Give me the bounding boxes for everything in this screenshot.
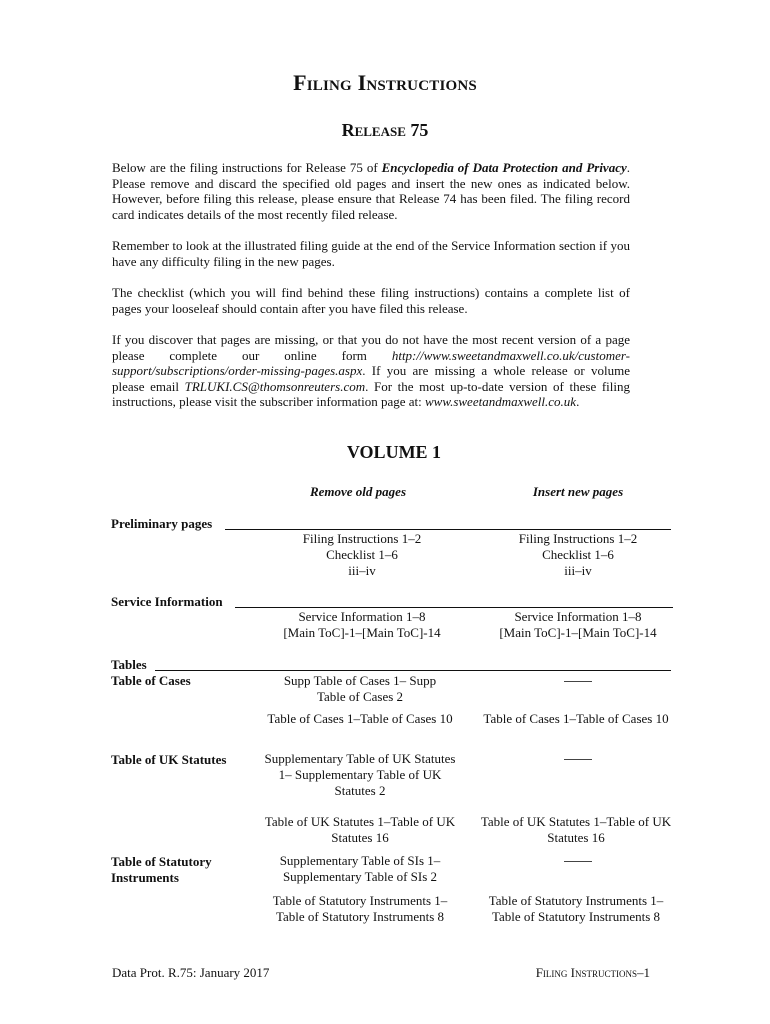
cases-remove-2: Table of Cases 1–Table of Cases 10 [267, 711, 453, 726]
table-of-uk-statutes-label: Table of UK Statutes [111, 752, 227, 767]
si-insert-2: Table of Statutory Instruments 1– Table of Statutory Instruments 8 [488, 893, 664, 924]
section-preliminary-label: Preliminary pages [111, 516, 213, 531]
missing-text-d: . [576, 394, 580, 410]
intro-paragraph [112, 160, 630, 222]
no-replacement-dash [564, 759, 592, 760]
service-remove-1: Service Information 1–8 [298, 609, 426, 624]
release-heading: Release 75 [341, 120, 429, 140]
support-email-link[interactable]: TRLUKI.CS@thomsonreuters.com [184, 378, 366, 394]
cases-insert-2: Table of Cases 1–Table of Cases 10 [483, 711, 669, 726]
missing-text-b: . If you are missing a whole release or volume please email [112, 363, 630, 394]
table-of-statutory-instruments-label: Table of Statutory Instruments [111, 854, 212, 885]
remove-column-header: Remove old pages [309, 484, 407, 499]
preliminary-insert-2: Checklist 1–6 [542, 547, 614, 562]
uk-remove-1: Supplementary Table of UK Statutes 1– Supplementary Table of UK Statutes 2 [264, 751, 456, 798]
order-form-link[interactable]: http://www.sweetandmaxwell.co.uk/customer-support/subscriptions/order-missing-pages.aspx [112, 347, 630, 379]
preliminary-remove-2: Checklist 1–6 [326, 547, 398, 562]
footer-page-number: Filing Instructions–1 [535, 965, 650, 980]
missing-pages-paragraph [112, 332, 630, 410]
section-service-label: Service Information [111, 594, 223, 609]
service-insert-1: Service Information 1–8 [514, 609, 642, 624]
intro-text-b: . Please remove and discard the specified old pages and insert the new ones as indicated below. However, before filing this release, please ensure that Release 74 has been filed. The filing record card indicates details of the most recently filed release. [112, 160, 630, 222]
table-of-cases-label: Table of Cases [111, 673, 191, 688]
insert-column-header: Insert new pages [532, 484, 624, 499]
preliminary-insert-3: iii–iv [564, 563, 592, 578]
section-rule [235, 607, 673, 608]
page-title: Filing Instructions [293, 70, 477, 95]
no-replacement-dash [564, 681, 592, 682]
subscriber-site-link[interactable]: www.sweetandmaxwell.co.uk [425, 394, 577, 410]
volume-heading: VOLUME 1 [346, 442, 442, 462]
work-title: Encyclopedia of Data Protection and Privacy [381, 160, 627, 175]
uk-insert-2: Table of UK Statutes 1–Table of UK Statutes 16 [480, 814, 672, 845]
checklist-paragraph: The checklist (which you will find behind these filing instructions) contains a complete list of pages your looseleaf should contain after you have filed this release. [112, 285, 630, 316]
cases-remove-1: Supp Table of Cases 1– Supp Table of Cases 2 [283, 673, 437, 704]
missing-text-c: . For the most up-to-date version of these filing instructions, please visit the subscriber information page at: [112, 378, 631, 410]
section-tables-label: Tables [111, 657, 147, 672]
service-remove-2: [Main ToC]-1–[Main ToC]-14 [283, 625, 441, 640]
preliminary-remove-1: Filing Instructions 1–2 [302, 531, 422, 546]
guide-paragraph: Remember to look at the illustrated filing guide at the end of the Service Information section if you have any difficulty filing in the new pages. [112, 238, 630, 269]
footer-release-date: Data Prot. R.75: January 2017 [112, 965, 270, 980]
si-remove-1: Supplementary Table of SIs 1– Supplementary Table of SIs 2 [279, 853, 441, 884]
preliminary-insert-1: Filing Instructions 1–2 [518, 531, 638, 546]
missing-text-a: If you discover that pages are missing, or that you do not have the most recent version of a page please complete our online form [112, 332, 630, 363]
intro-text-a: Below are the filing instructions for Release 75 of [112, 160, 382, 175]
section-rule [155, 670, 671, 671]
uk-remove-2: Table of UK Statutes 1–Table of UK Statutes 16 [264, 814, 456, 845]
no-replacement-dash [564, 861, 592, 862]
preliminary-remove-3: iii–iv [348, 563, 376, 578]
si-remove-2: Table of Statutory Instruments 1– Table of Statutory Instruments 8 [272, 893, 448, 924]
section-rule [225, 529, 671, 530]
service-insert-2: [Main ToC]-1–[Main ToC]-14 [499, 625, 657, 640]
